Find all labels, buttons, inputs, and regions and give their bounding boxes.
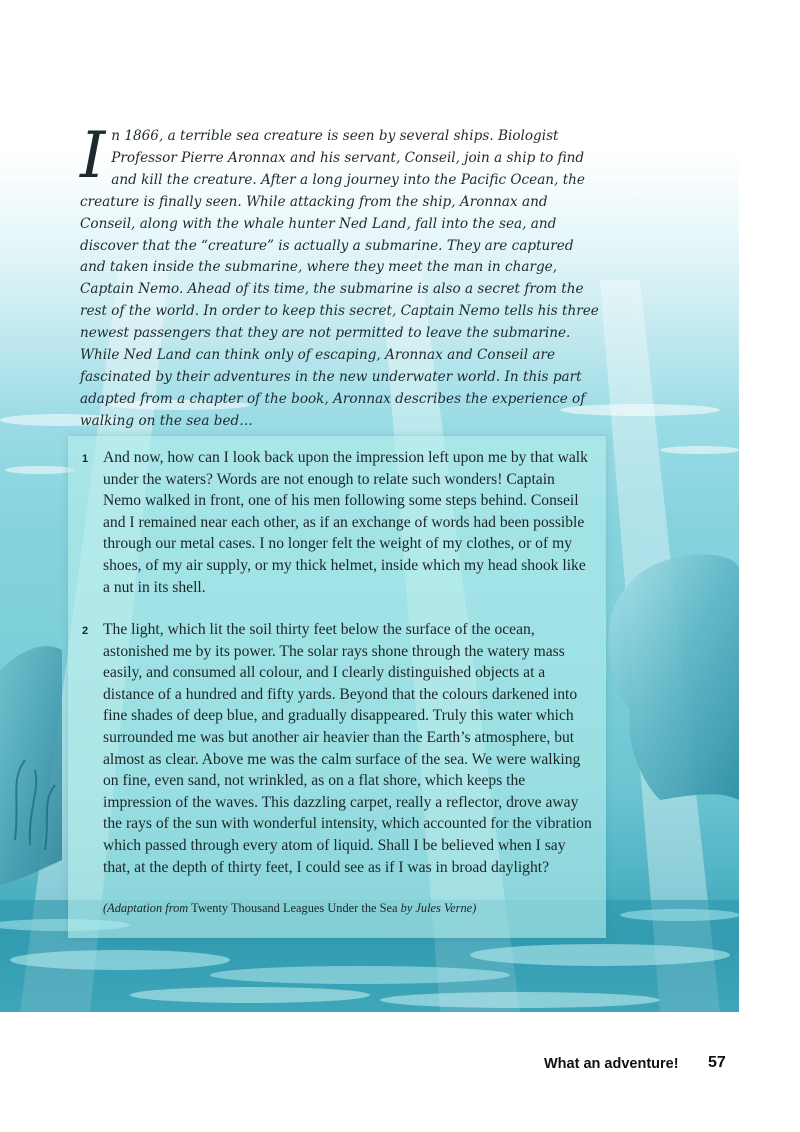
credit-author: by Jules Verne) xyxy=(400,901,477,915)
left-rock xyxy=(0,646,62,885)
source-credit xyxy=(103,901,476,916)
page-number: 57 xyxy=(708,1054,726,1071)
intro-summary xyxy=(80,119,600,433)
paragraph-text: And now, how can I look back upon the impression left upon me by that walk under the waters? Words are not enough to relate such wonders! Captain Nemo walked in front, one of his men following some steps behind. Conseil and I remained near each other, as if an exchange of words had been possible through our metal cases. I no longer felt the weight of my clothes, or of my shoes, of my air supply, or my thick helmet, inside which my head shook like a nut in its shell. xyxy=(103,449,588,596)
paragraph-number: 2 xyxy=(82,625,89,637)
credit-prefix: (Adaptation from xyxy=(103,901,189,915)
credit-book-title: Twenty Thousand Leagues Under the Sea xyxy=(191,901,398,915)
intro-text: n 1866, a terrible sea creature is seen by several ships. Biologist Professor Pierre Aronnax and his servant, Conseil, join a ship to find and kill the creature. After a long journey into the Pacific Ocean, the creature is finally seen. While attacking from the ship, Aronnax and Conseil, along with the whale hunter Ned Land, fall into the sea, and discover that the “creature” is actually a submarine. They are captured and taken inside the submarine, where they meet the man in charge, Captain Nemo. Ahead of its time, the submarine is also a secret from the rest of the world. In order to keep this secret, Captain Nemo tells his three newest passengers that they are not permitted to leave the submarine. While Ned Land can think only of escaping, Aronnax and Conseil are fascinated by their adventures in the new underwater world. In this part adapted from a chapter of the book, Aronnax describes the experience of walking on the sea bed… xyxy=(80,128,599,429)
paragraph-text: The light, which lit the soil thirty feet below the surface of the ocean, astonished me by its power. The solar rays shone through the watery mass easily, and consumed all colour, and I clearly distinguished objects at a distance of a hundred and fifty yards. Beyond that the colours darkened into fine shades of deep blue, and gradually disappeared. Truly this water which surrounded me was but another air heavier than the Earth’s atmosphere, but almost as clear. Above me was the calm surface of the sea. We were walking on fine, even sand, not wrinkled, as on a flat shore, which keeps the impression of the waves. This dazzling carpet, really a reflector, drove away the rays of the sun with wonderful intensity, which accounted for the vibration which passed through every atom of liquid. Shall I be believed when I say that, at the depth of thirty feet, I could see as if I was in broad daylight? xyxy=(103,621,592,876)
paragraph-1 xyxy=(82,447,593,598)
drop-cap: I xyxy=(80,119,106,193)
paragraph-number: 1 xyxy=(82,453,89,465)
paragraph-2 xyxy=(82,619,593,878)
excerpt-panel xyxy=(68,436,606,938)
chapter-title: What an adventure! xyxy=(544,1056,679,1072)
right-rock xyxy=(609,554,739,800)
